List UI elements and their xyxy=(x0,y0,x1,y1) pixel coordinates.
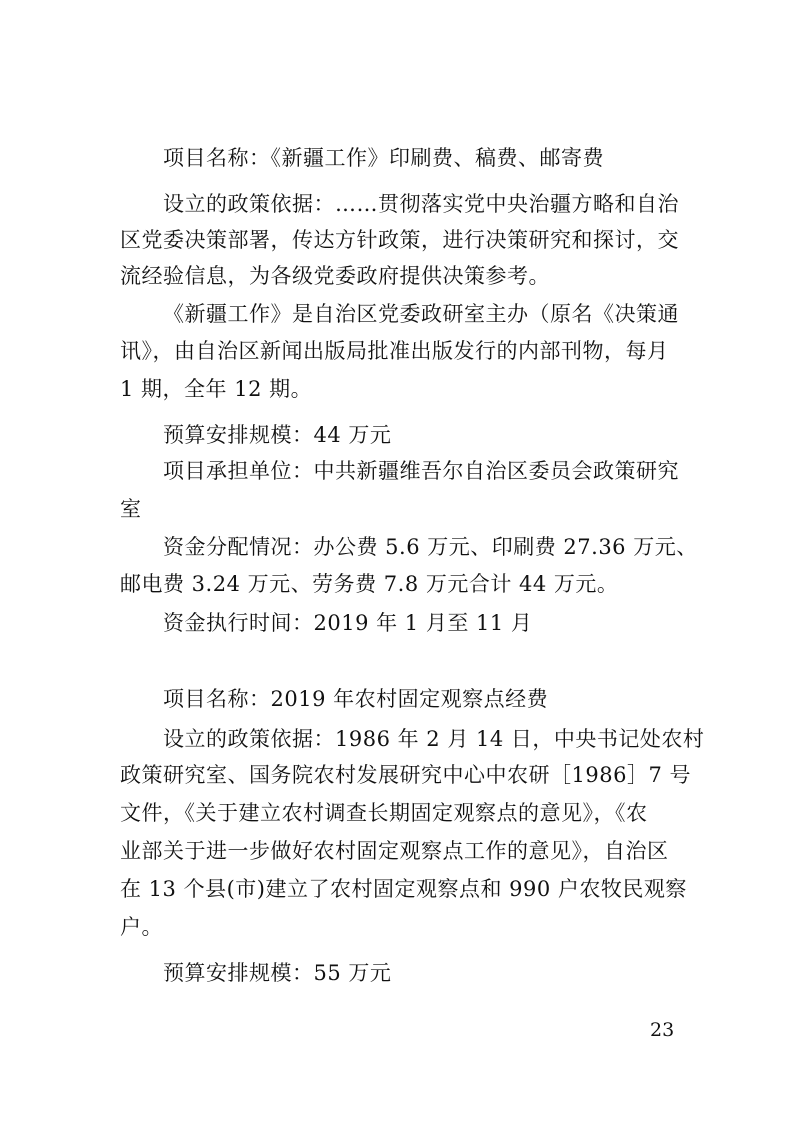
project-1-policy-basis-line-2: 区党委决策部署，传达方针政策，进行决策研究和探讨，交 xyxy=(120,228,679,252)
project-1-policy-basis: 设立的政策依据：……贯彻落实党中央治疆方略和自治 xyxy=(163,192,679,216)
project-2-policy-basis-line-4: 业部关于进一步做好农村固定观察点工作的意见》，自治区 xyxy=(120,839,669,863)
project-1-description-line-3: 1 期，全年 12 期。 xyxy=(120,377,313,401)
project-2-policy-basis-line-5: 在 13 个县(市)建立了农村固定观察点和 990 户农牧民观察 xyxy=(120,877,687,901)
project-2-policy-basis-line-2: 政策研究室、国务院农村发展研究中心中农研［1986］7 号 xyxy=(120,763,691,787)
project-1-name: 项目名称：《新疆工作》印刷费、稿费、邮寄费 xyxy=(163,146,604,170)
project-1-description: 《新疆工作》是自治区党委政研室主办（原名《决策通 xyxy=(163,302,679,326)
project-1-unit-line-2: 室 xyxy=(120,497,142,521)
page-number: 23 xyxy=(650,1019,675,1041)
project-2-policy-basis-line-3: 文件，《关于建立农村调查长期固定观察点的意见》，《农 xyxy=(120,801,648,825)
project-1-budget: 预算安排规模：44 万元 xyxy=(163,423,392,447)
project-2-budget: 预算安排规模：55 万元 xyxy=(163,961,392,985)
project-2-name: 项目名称：2019 年农村固定观察点经费 xyxy=(163,687,549,711)
project-1-unit: 项目承担单位：中共新疆维吾尔自治区委员会政策研究 xyxy=(163,459,679,483)
project-1-fund-allocation-line-2: 邮电费 3.24 万元、劳务费 7.8 万元合计 44 万元。 xyxy=(120,572,619,596)
project-1-policy-basis-line-3: 流经验信息，为各级党委政府提供决策参考。 xyxy=(120,264,550,288)
project-1-description-line-2: 讯》，由自治区新闻出版局批准出版发行的内部刊物，每月 xyxy=(120,339,669,363)
project-2-policy-basis-line-6: 户。 xyxy=(120,915,163,939)
project-2-policy-basis: 设立的政策依据：1986 年 2 月 14 日，中央书记处农村 xyxy=(163,727,705,751)
project-1-fund-allocation: 资金分配情况：办公费 5.6 万元、印刷费 27.36 万元、 xyxy=(163,535,698,559)
project-1-execution-time: 资金执行时间：2019 年 1 月至 11 月 xyxy=(163,611,533,635)
